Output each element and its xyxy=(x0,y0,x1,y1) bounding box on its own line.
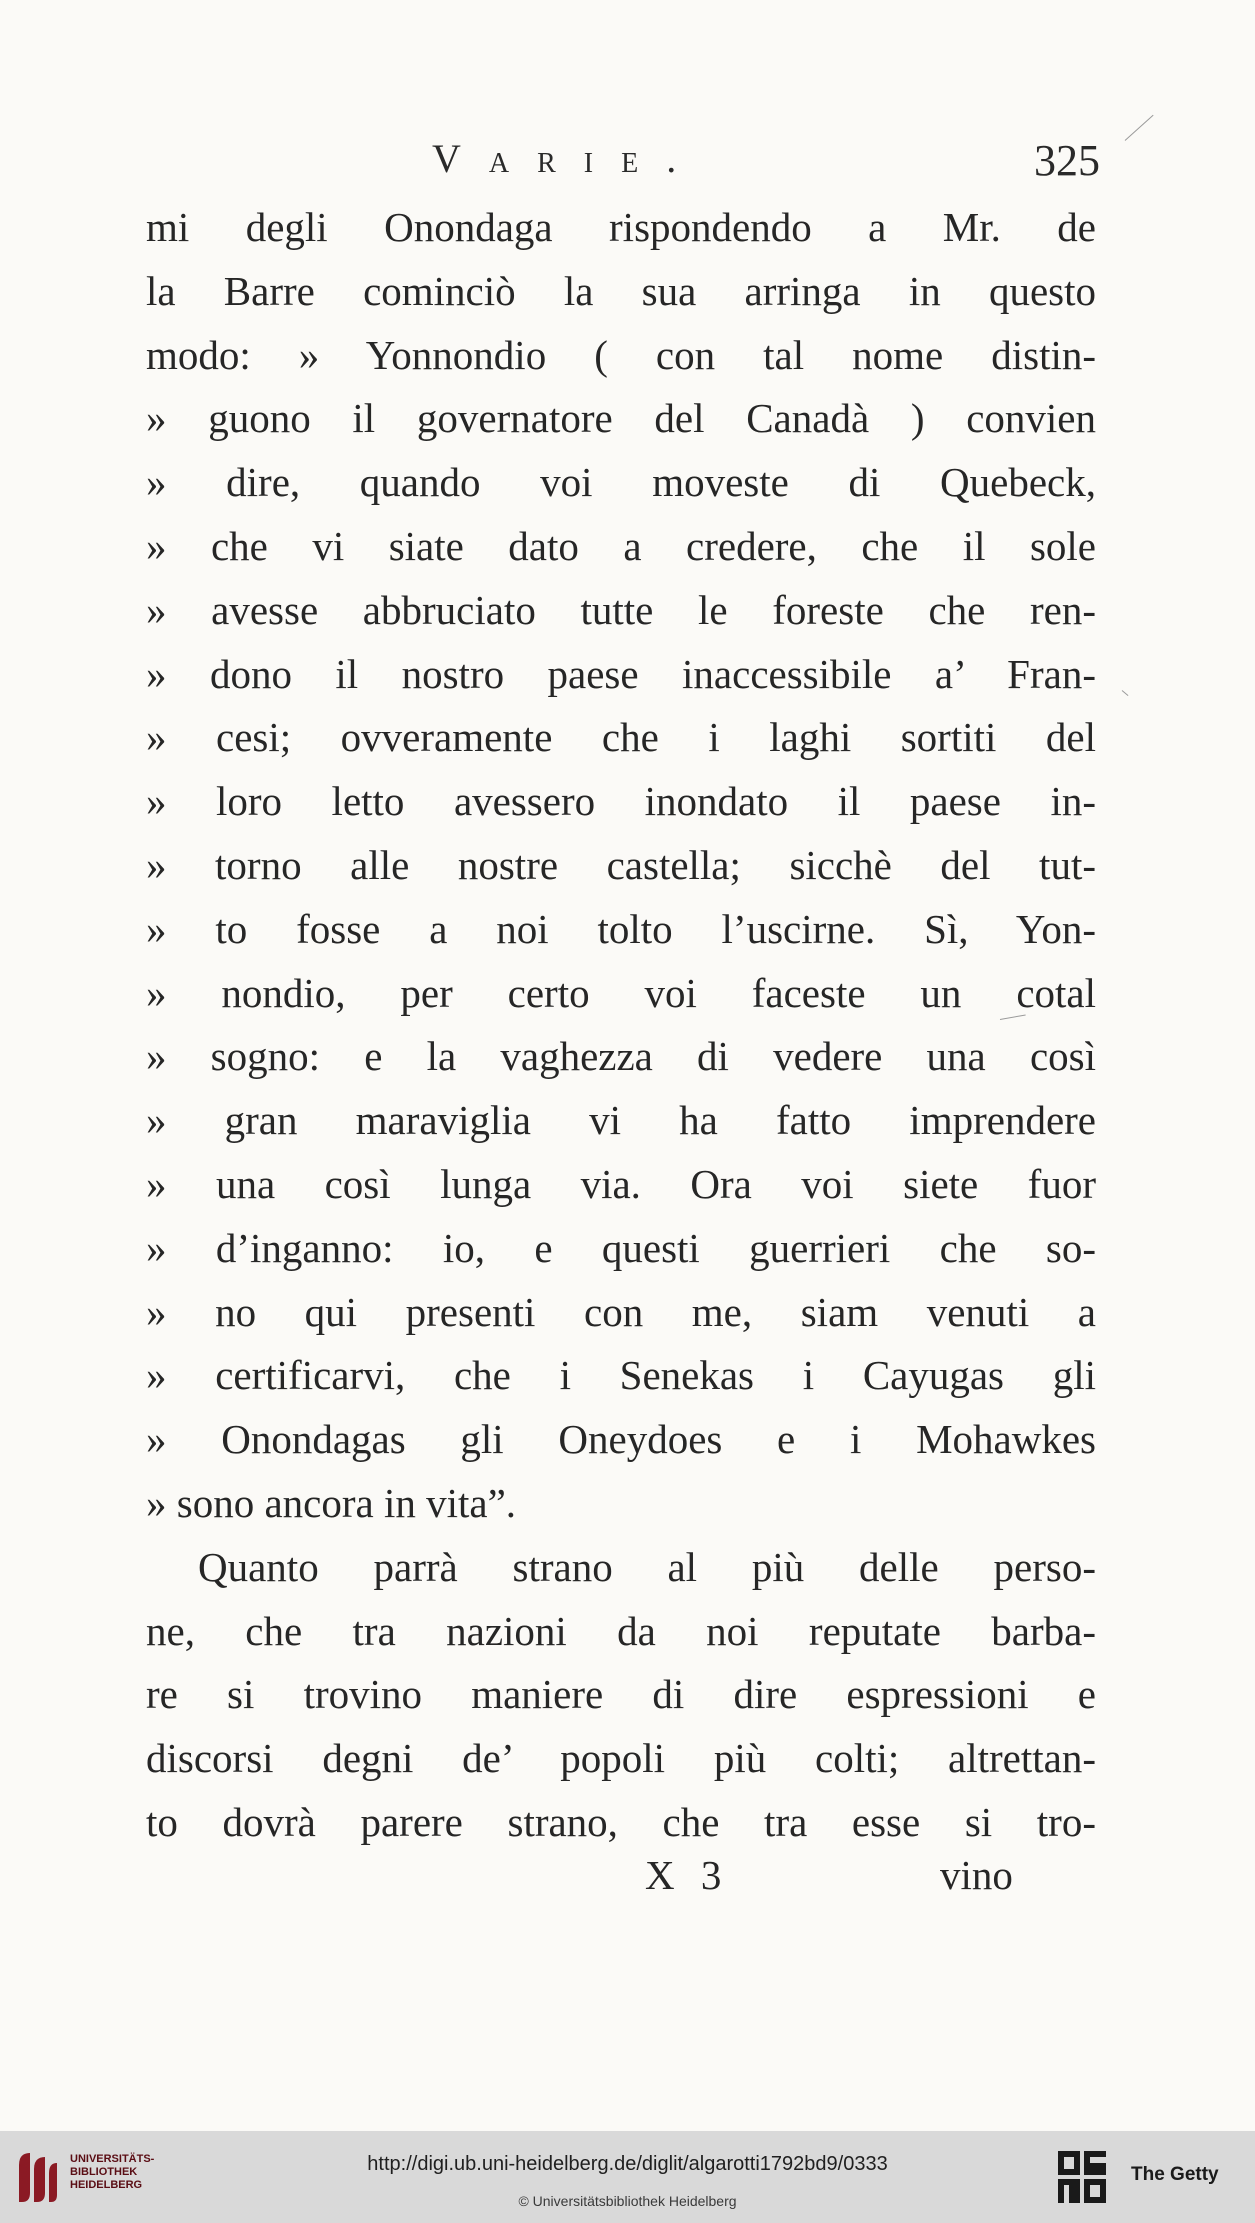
text-line: to dovrà parere strano, che tra esse si tro- xyxy=(146,1798,1096,1845)
text-line: » to fosse a noi tolto l’uscirne. Sì, Yon- xyxy=(146,905,1096,952)
catchword: vino xyxy=(940,1852,1013,1898)
text-line: » Onondagas gli Oneydoes e i Mohawkes xyxy=(146,1416,1096,1463)
text-line: » torno alle nostre castella; sicchè del tut- xyxy=(146,841,1096,888)
text-line: » avesse abbruciato tutte le foreste che ren- xyxy=(146,586,1096,633)
text-line: mi degli Onondaga rispondendo a Mr. de xyxy=(146,204,1096,250)
text-line: la Barre cominciò la sua arringa in questo xyxy=(146,267,1096,314)
permalink-url[interactable]: http://digi.ub.uni-heidelberg.de/diglit/algarotti1792bd9/0333 xyxy=(367,2153,888,2175)
page-number: 325 xyxy=(1034,136,1100,185)
text-line: Quanto parrà strano al più delle perso- xyxy=(198,1543,1096,1590)
getty-logo-icon xyxy=(1056,2149,1108,2205)
text-line: » no qui presenti con me, siam venuti a xyxy=(146,1288,1096,1335)
text-line: discorsi degni de’ popoli più colti; altrettan- xyxy=(146,1735,1096,1782)
text-line: re si trovino maniere di dire espressioni e xyxy=(146,1671,1096,1718)
library-name-line: HEIDELBERG xyxy=(70,2179,143,2191)
scan-mark xyxy=(1125,115,1154,141)
text-line: » guono il governatore del Canadà ) convien xyxy=(146,395,1096,442)
body-text xyxy=(146,196,1096,1855)
text-line: ne, che tra nazioni da noi reputate barba- xyxy=(146,1607,1096,1654)
partner-name: The Getty xyxy=(1131,2164,1219,2185)
text-line: » che vi siate dato a credere, che il sole xyxy=(146,522,1096,569)
text-line: » sono ancora in vita”. xyxy=(146,1479,517,1526)
scan-mark xyxy=(1122,690,1129,696)
text-line: » dire, quando voi moveste di Quebeck, xyxy=(146,459,1096,506)
text-line: » cesi; ovveramente che i laghi sortiti del xyxy=(146,714,1096,761)
text-line: » gran maraviglia vi ha fatto imprendere xyxy=(146,1097,1096,1144)
text-line: » nondio, per certo voi faceste un cotal xyxy=(146,969,1096,1016)
text-line: » d’inganno: io, e questi guerrieri che so- xyxy=(146,1224,1096,1271)
text-line: » loro letto avessero inondato il paese in- xyxy=(146,778,1096,825)
page-header xyxy=(150,135,1100,195)
text-line: » certificarvi, che i Senekas i Cayugas gli xyxy=(146,1352,1096,1399)
copyright-notice: © Universitätsbibliothek Heidelberg xyxy=(518,2193,737,2209)
library-name-line: BIBLIOTHEK xyxy=(70,2166,138,2178)
text-line: » una così lunga via. Ora voi siete fuor xyxy=(146,1160,1096,1207)
text-line: » dono il nostro paese inaccessibile a’ Fran- xyxy=(146,650,1096,697)
text-line: » sogno: e la vaghezza di vedere una così xyxy=(146,1033,1096,1080)
text-line: modo: » Yonnondio ( con tal nome distin- xyxy=(146,331,1096,378)
library-name-line: UNIVERSITÄTS- xyxy=(70,2153,155,2165)
signature-mark: X 3 xyxy=(645,1852,730,1898)
running-title: Varie. xyxy=(432,136,705,181)
digitization-footer xyxy=(0,2131,1255,2223)
